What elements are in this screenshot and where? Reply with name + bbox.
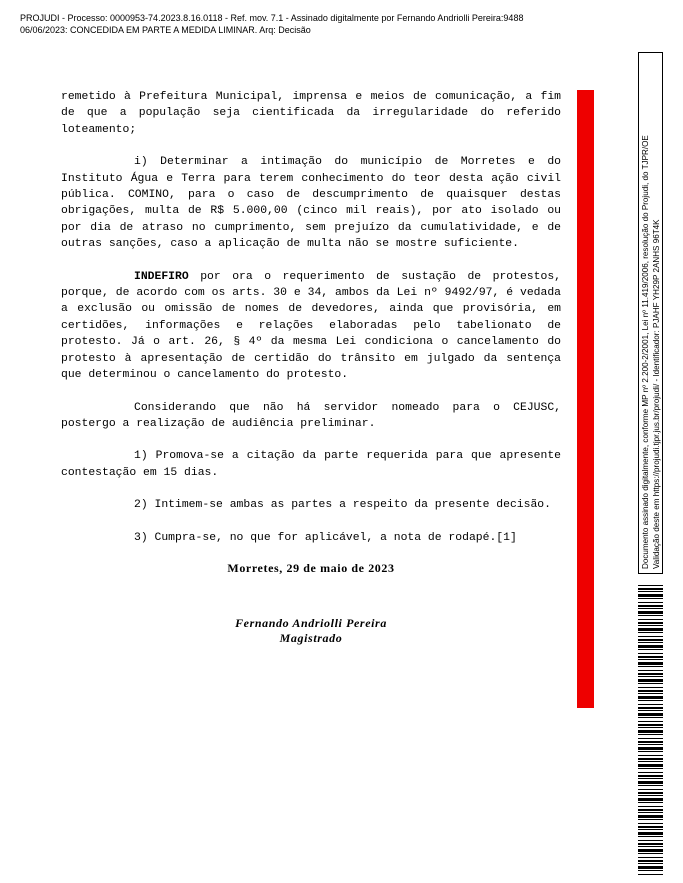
signer-name: Fernando Andriolli Pereira (235, 616, 387, 631)
decision-body (61, 89, 561, 646)
decision-date: Morretes, 29 de maio de 2023 (227, 560, 395, 575)
paragraph-indefiro (61, 269, 561, 384)
barcode (638, 585, 663, 877)
digital-signature-box (638, 52, 663, 574)
paragraph-loteamento: remetido à Prefeitura Municipal, imprensa e meios de comunicação, a fim de que a população seja cientificada da irregularidade do referido loteamento; (61, 91, 561, 136)
indefiro-keyword: INDEFIRO (134, 270, 189, 283)
paragraph-citacao: 1) Promova-se a citação da parte requerida para que apresente contestação em 15 dias. (61, 450, 561, 479)
paragraph-intimem: 2) Intimem-se ambas as partes a respeito da presente decisão. (134, 499, 551, 512)
header-process-line: PROJUDI - Processo: 0000953-74.2023.8.16.0118 - Ref. mov. 7.1 - Assinado digitalmente por Fernando Andriolli Pereira:9488 (20, 13, 524, 23)
signature-legal-line: Documento assinado digitalmente, conforme MP nº 2.200-2/2001, Lei nº 11.419/2006, resolução do Projudi, do TJPR/OE (641, 135, 650, 569)
signature-validation-line: Validação deste em https://projudi.tjpr.jus.br/projudi/ - Identificador: PJAHF YH29P 2ANHS 96T4K (651, 219, 661, 569)
signature-block (61, 616, 561, 646)
paragraph-intimacao: i) Determinar a intimação do município de Morretes e do Instituto Água e Terra para terem conhecimento do teor desta ação civil pública. COMINO, para o caso de descumprimento de quaisquer destas obrigações, multa de R$ 5.000,00 (cinco mil reais), por ato isolado ou por dia de atraso no cumprimento, sem prejuízo da cumulatividade, e de outras sanções, caso a aplicação de multa não se mostre suficiente. (61, 156, 561, 251)
signer-role: Magistrado (279, 631, 343, 646)
header-decision-line: 06/06/2023: CONCEDIDA EM PARTE A MEDIDA LIMINAR. Arq: Decisão (20, 25, 311, 35)
red-margin-bar (577, 90, 594, 708)
indefiro-text: por ora o requerimento de sustação de protestos, porque, de acordo com os arts. 30 e 34, ambos da Lei nº 9492/97, é vedada a exclusão ou omissão de nomes de devedores, ainda que provisória, em certidões, informações e relações elaboradas pelo tabelionato de protesto. Já o art. 26, § 4º da mesma Lei condiciona o cancelamento do protesto à apresentação de certidão do trânsito em julgado da sentença que determinou o cancelamento do protesto. (61, 270, 561, 382)
paragraph-cejusc: Considerando que não há servidor nomeado para o CEJUSC, postergo a realização de audiência preliminar. (61, 401, 561, 430)
paragraph-cumpra: 3) Cumpra-se, no que for aplicável, a nota de rodapé.[1] (134, 531, 517, 544)
document-header (20, 12, 523, 36)
digital-signature-text (639, 53, 664, 575)
